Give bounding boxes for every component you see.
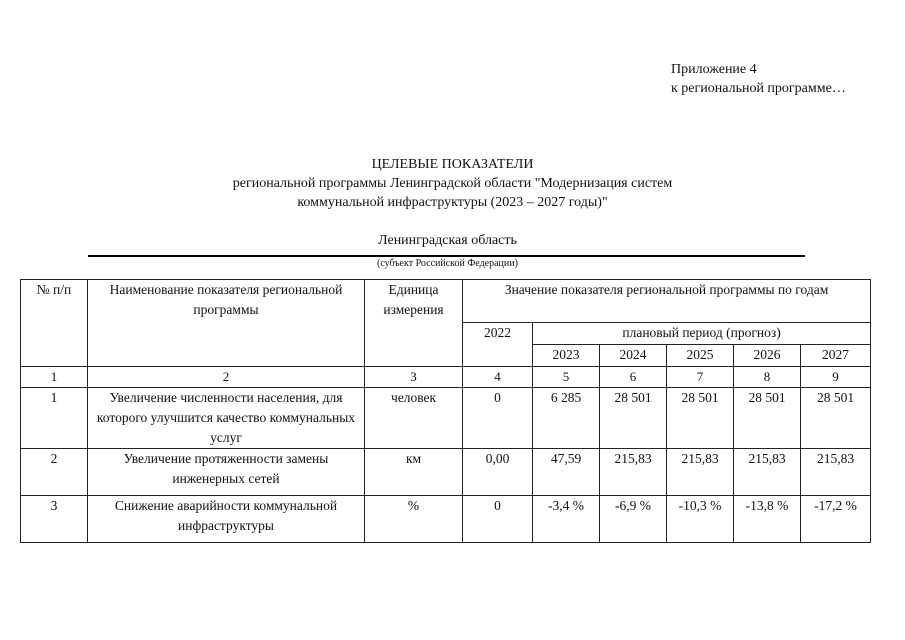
row-value: 28 501: [667, 388, 734, 449]
column-number: 7: [667, 367, 734, 388]
row-name: Увеличение численности населения, для которого улучшится качество коммунальных услуг: [88, 388, 365, 449]
column-number: 2: [88, 367, 365, 388]
row-value: 215,83: [734, 449, 801, 496]
header-year: 2025: [667, 345, 734, 367]
column-number: 4: [463, 367, 533, 388]
row-unit: человек: [365, 388, 463, 449]
row-num: 2: [21, 449, 88, 496]
column-number-row: [21, 367, 871, 388]
table-row: [21, 388, 871, 449]
header-name: Наименование показателя региональной программы: [88, 280, 365, 367]
header-year: 2027: [801, 345, 871, 367]
row-num: 3: [21, 496, 88, 543]
column-number: 1: [21, 367, 88, 388]
header-values: Значение показателя региональной программы по годам: [463, 280, 871, 323]
table-row: [21, 496, 871, 543]
row-value: -6,9 %: [600, 496, 667, 543]
title-line-3: коммунальной инфраструктуры (2023 – 2027 годы)": [297, 195, 608, 210]
column-number: 9: [801, 367, 871, 388]
row-num: 1: [21, 388, 88, 449]
region-name: Ленинградская область: [378, 233, 517, 248]
header-unit: Единица измерения: [365, 280, 463, 367]
row-value: -10,3 %: [667, 496, 734, 543]
row-base: 0,00: [463, 449, 533, 496]
row-name: Снижение аварийности коммунальной инфраструктуры: [88, 496, 365, 543]
title-line-1: ЦЕЛЕВЫЕ ПОКАЗАТЕЛИ: [371, 157, 534, 172]
row-value: 47,59: [533, 449, 600, 496]
row-value: 28 501: [600, 388, 667, 449]
row-unit: %: [365, 496, 463, 543]
row-base: 0: [463, 496, 533, 543]
row-value: -13,8 %: [734, 496, 801, 543]
header-year: 2023: [533, 345, 600, 367]
appendix-note: [671, 60, 846, 98]
title-line-2: региональной программы Ленинградской области "Модернизация систем: [232, 176, 673, 191]
region-caption: (субъект Российской Федерации): [377, 258, 518, 269]
table-row: [21, 449, 871, 496]
column-number: 5: [533, 367, 600, 388]
header-planned-period: плановый период (прогноз): [533, 323, 871, 345]
row-name: Увеличение протяженности замены инженерных сетей: [88, 449, 365, 496]
appendix-line-1: Приложение 4: [671, 62, 757, 77]
row-value: 6 285: [533, 388, 600, 449]
appendix-line-2: к региональной программе…: [671, 81, 846, 96]
header-year: 2024: [600, 345, 667, 367]
row-value: -3,4 %: [533, 496, 600, 543]
column-number: 3: [365, 367, 463, 388]
row-value: 28 501: [734, 388, 801, 449]
row-value: 28 501: [801, 388, 871, 449]
header-base-year: 2022: [463, 323, 533, 367]
column-number: 8: [734, 367, 801, 388]
row-value: 215,83: [801, 449, 871, 496]
row-unit: км: [365, 449, 463, 496]
header-year: 2026: [734, 345, 801, 367]
header-num: № п/п: [21, 280, 88, 367]
document-title: [0, 155, 905, 212]
column-number: 6: [600, 367, 667, 388]
indicators-table: [20, 279, 871, 543]
row-value: -17,2 %: [801, 496, 871, 543]
row-base: 0: [463, 388, 533, 449]
row-value: 215,83: [667, 449, 734, 496]
row-value: 215,83: [600, 449, 667, 496]
region-underline: [88, 255, 805, 257]
